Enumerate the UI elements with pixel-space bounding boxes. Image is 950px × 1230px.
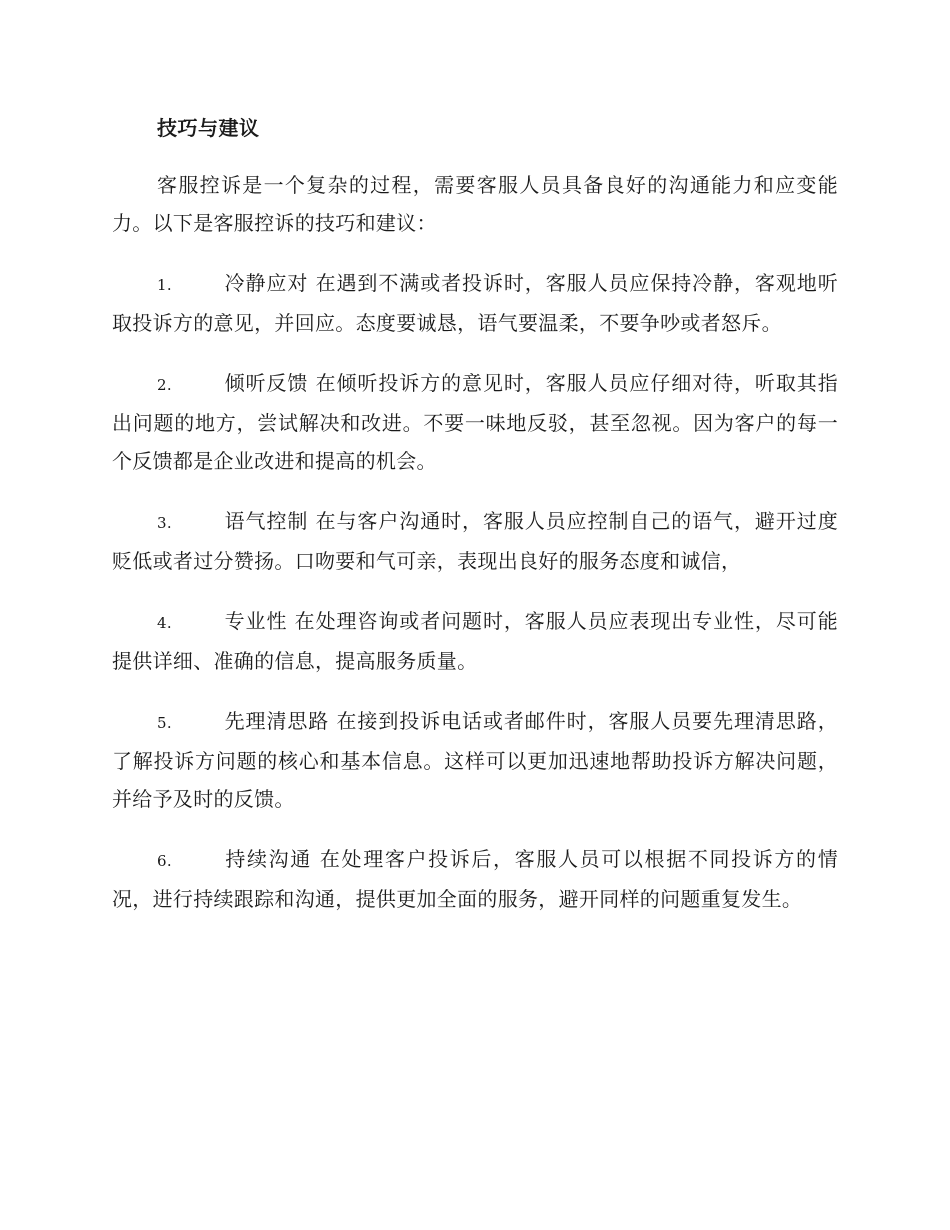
list-item-number: 1. <box>157 276 172 294</box>
list-item-text: 语气控制 在与客户沟通时，客服人员应控制自己的语气，避开过度贬低或者过分赞扬。口吻要和气可亲，表现出良好的服务态度和诚信， <box>112 509 838 573</box>
list-item-text: 先理清思路 在接到投诉电话或者邮件时，客服人员要先理清思路，了解投诉方问题的核心和基本信息。这样可以更加迅速地帮助投诉方解决问题，并给予及时的反馈。 <box>112 709 838 811</box>
list-item <box>112 840 838 918</box>
list-item-text: 倾听反馈 在倾听投诉方的意见时，客服人员应仔细对待，听取其指出问题的地方，尝试解决和改进。不要一味地反驳，甚至忽视。因为客户的每一个反馈都是企业改进和提高的机会。 <box>112 371 838 473</box>
list-item <box>112 264 838 342</box>
list-item-number: 6. <box>157 852 172 870</box>
list-item-number: 2. <box>157 376 172 394</box>
list-item-text: 持续沟通 在处理客户投诉后，客服人员可以根据不同投诉方的情况，进行持续跟踪和沟通，提供更加全面的服务，避开同样的问题重复发生。 <box>112 847 838 911</box>
list-item-text: 冷静应对 在遇到不满或者投诉时，客服人员应保持冷静，客观地听取投诉方的意见，并回应。态度要诚恳，语气要温柔，不要争吵或者怒斥。 <box>112 271 838 335</box>
list-item-number: 4. <box>157 614 172 632</box>
list-item-text: 专业性 在处理咨询或者问题时，客服人员应表现出专业性，尽可能提供详细、准确的信息，提高服务质量。 <box>112 609 838 673</box>
document-body <box>112 108 838 940</box>
list-item <box>112 602 838 680</box>
intro-paragraph: 客服控诉是一个复杂的过程，需要客服人员具备良好的沟通能力和应变能力。以下是客服控诉的技巧和建议： <box>112 173 838 235</box>
list-item <box>112 702 838 818</box>
section-heading: 技巧与建议 <box>157 116 260 140</box>
list-item <box>112 502 838 580</box>
list-item <box>112 364 838 480</box>
list-item-number: 5. <box>157 714 172 732</box>
list-item-number: 3. <box>157 514 172 532</box>
